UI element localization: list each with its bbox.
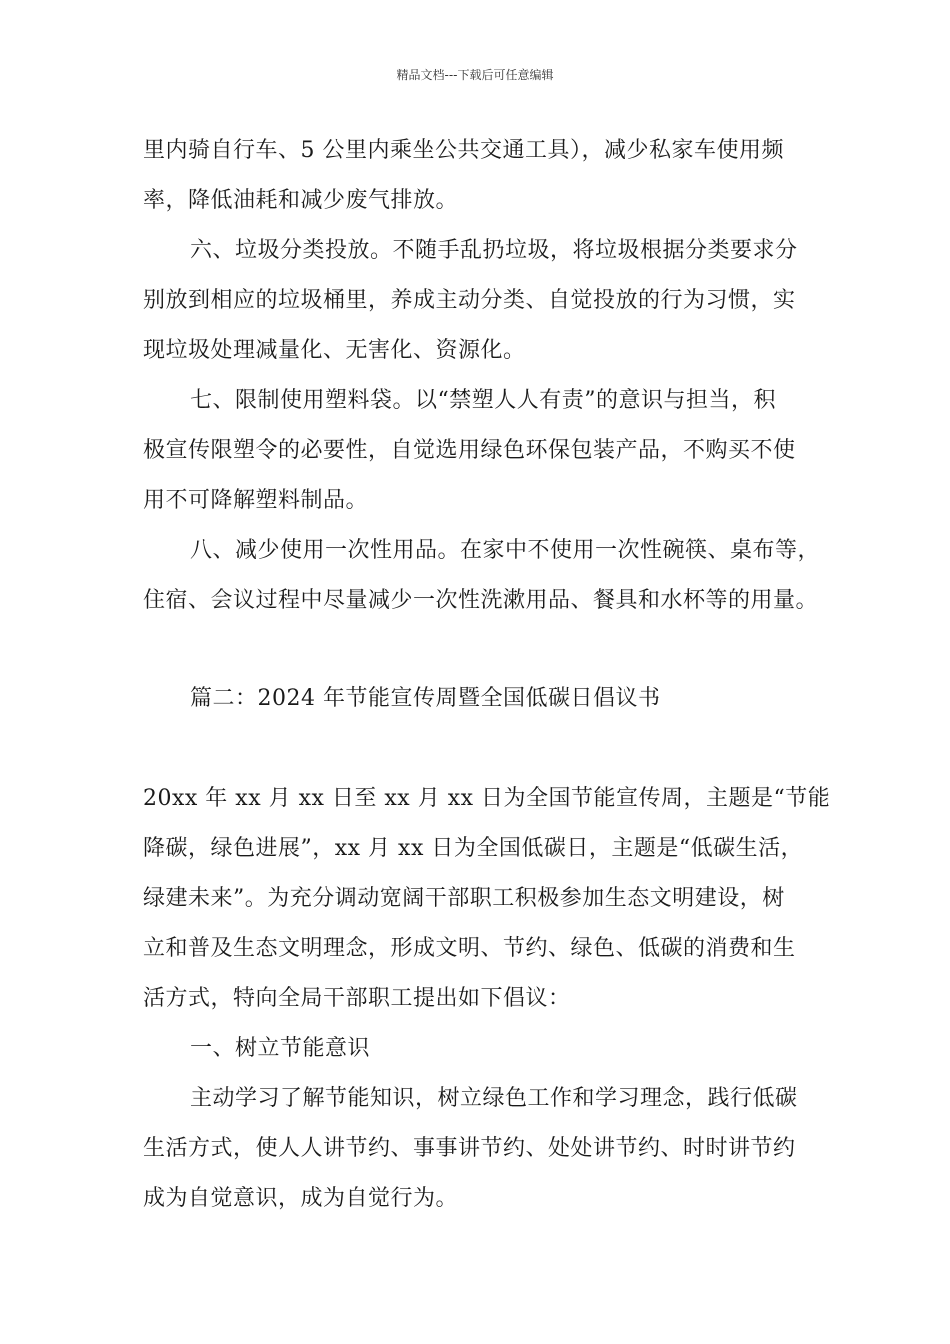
body-line: 七、限制使用塑料袋。以“禁塑人人有责”的意识与担当，积 [190,388,776,413]
body-line: 生活方式，使人人讲节约、事事讲节约、处处讲节约、时时讲节约 [143,1136,796,1161]
body-line: 六、垃圾分类投放。不随手乱扔垃圾，将垃圾根据分类要求分 [190,238,798,263]
body-line: 八、减少使用一次性用品。在家中不使用一次性碗筷、桌布等， [190,538,821,563]
body-line: 20xx 年 xx 月 xx 日至 xx 月 xx 日为全国节能宣传周，主题是“节能 [143,786,831,811]
body-line: 用不可降解塑料制品。 [143,488,369,513]
body-line: 现垃圾处理减量化、无害化、资源化。 [143,338,526,363]
subsection-heading: 一、树立节能意识 [190,1036,371,1061]
body-line: 里内骑自行车、5 公里内乘坐公共交通工具），减少私家车使用频 [143,138,784,163]
body-line: 率，降低油耗和减少废气排放。 [143,188,459,213]
body-line: 别放到相应的垃圾桶里，养成主动分类、自觉投放的行为习惯，实 [143,288,796,313]
body-line: 绿建未来”。为充分调动宽阔干部职工积极参加生态文明建设，树 [143,886,785,911]
body-line: 主动学习了解节能知识，树立绿色工作和学习理念，践行低碳 [190,1086,798,1111]
body-line: 立和普及生态文明理念，形成文明、节约、绿色、低碳的消费和生 [143,936,796,961]
body-line: 成为自觉意识，成为自觉行为。 [143,1186,459,1211]
page-header: 精品文档---下载后可任意编辑 [396,68,554,82]
body-line: 降碳，绿色进展”，xx 月 xx 日为全国低碳日，主题是“低碳生活， [143,836,804,861]
body-line: 极宣传限塑令的必要性，自觉选用绿色环保包装产品，不购买不使 [143,438,796,463]
section-title: 篇二：2024 年节能宣传周暨全国低碳日倡议书 [190,686,661,711]
body-line: 活方式，特向全局干部职工提出如下倡议： [143,986,571,1011]
body-line: 住宿、会议过程中尽量减少一次性洗漱用品、餐具和水杯等的用量。 [143,588,819,613]
